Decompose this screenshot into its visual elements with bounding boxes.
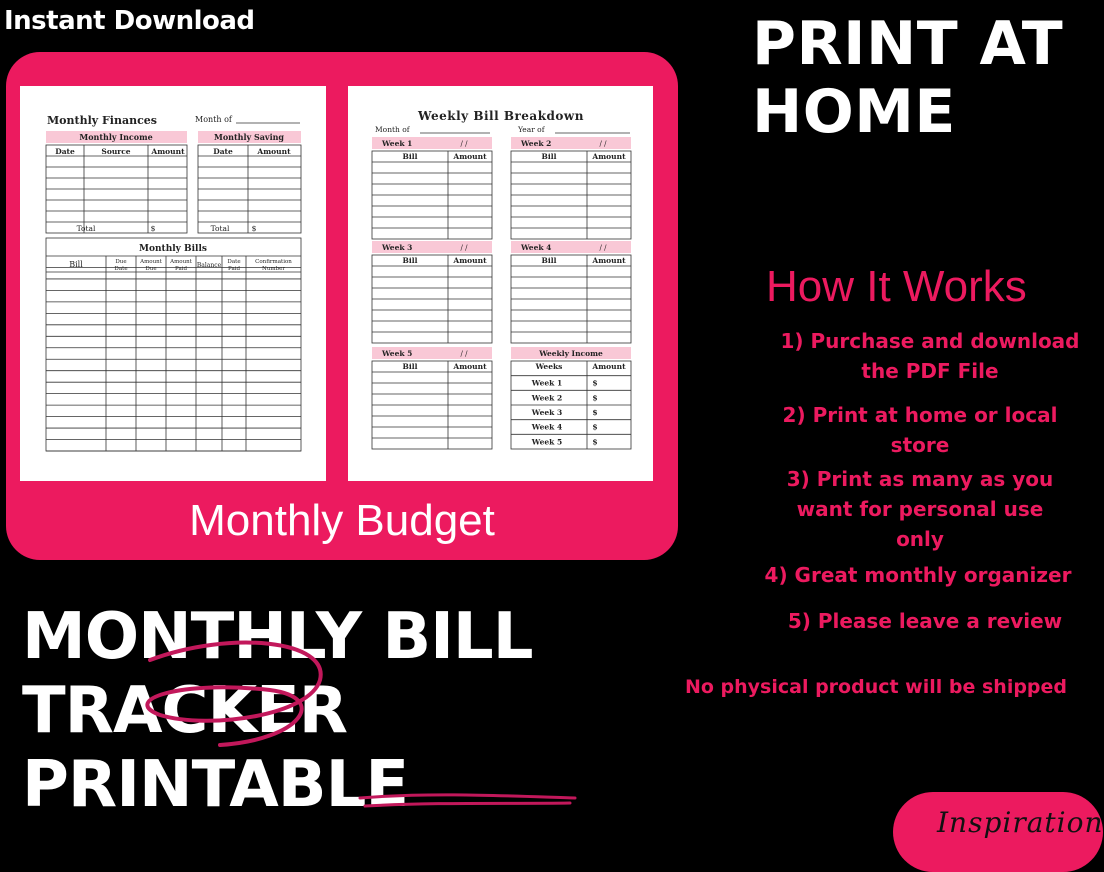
weekly-bill-drawing [348,86,653,481]
week-label: Week 1 [382,139,413,148]
saving-col: Amount [257,147,291,156]
saving-total: Total [210,224,230,233]
week-col: Bill [541,152,557,161]
bills-col: Bill [69,260,83,269]
weekly-income-week: Week 3 [531,408,563,417]
week-label: Week 4 [521,243,552,252]
panel-caption: Monthly Budget [189,496,495,545]
week-col: Bill [402,152,418,161]
bills-col: Paid [174,266,188,272]
bills-col: Amount [170,259,192,265]
income-col: Amount [151,147,185,156]
headline [22,600,532,822]
weekly-bill-sheet [348,86,653,481]
bills-col: Due [145,266,157,272]
weekly-income-col: Amount [592,362,626,371]
bills-col: Date [114,266,128,272]
weekly-income-currency: $ [592,408,598,417]
month-label: Month of [195,115,232,124]
week-date: / / [599,244,607,252]
sheet-title: Weekly Bill Breakdown [418,109,584,123]
saving-header: Monthly Saving [213,132,285,142]
weekly-income-week: Week 5 [531,437,563,447]
bills-col: Confirmation [255,259,292,265]
headline-line-2: TRACKER [22,674,348,748]
monthly-finances-drawing [20,86,326,481]
weekly-income-currency: $ [592,437,598,447]
weekly-income-week: Week 2 [531,393,563,403]
week-date: / / [460,140,468,148]
week-col: Amount [453,256,487,265]
year-label: Year of [518,125,545,134]
step-5: 5) Please leave a review [787,609,1063,633]
weekly-income-currency: $ [592,393,598,403]
weekly-income-header: Weekly Income [539,349,603,358]
bills-col: Number [262,266,285,272]
saving-col: Date [213,147,233,156]
preview-panel [6,52,678,560]
month-label: Month of [375,125,410,134]
week-date: / / [460,350,468,358]
bills-col: Balance [196,262,222,269]
weekly-income-week: Week 4 [531,422,563,432]
week-label: Week 3 [382,243,413,252]
sheet-title: Monthly Finances [47,114,157,127]
instant-download-label: Instant Download [4,6,255,36]
bills-col: Paid [227,266,241,272]
weekly-income-week: Week 1 [531,378,563,388]
weekly-income-currency: $ [592,378,598,388]
headline-line-3: PRINTABLE [22,748,409,822]
step-2: 2) Print at home or local store [782,403,1058,457]
week-col: Amount [592,152,626,161]
brand-logo: Inspiration [937,806,1104,839]
step-3: 3) Print as many as you want for personal use only [786,467,1054,551]
shipping-notice: No physical product will be shipped [684,676,1068,698]
week-label: Week 5 [382,349,413,358]
week-label: Week 2 [521,139,552,148]
step-4: 4) Great monthly organizer [764,563,1072,587]
income-col: Source [101,147,131,156]
bills-col: Due [115,259,127,265]
week-col: Amount [592,256,626,265]
monthly-finances-sheet [20,86,326,481]
income-currency: $ [150,224,156,233]
bills-header: Monthly Bills [139,244,207,254]
week-col: Amount [453,362,487,371]
weekly-income-col: Weeks [535,362,563,371]
weekly-income-currency: $ [592,422,598,432]
week-col: Amount [453,152,487,161]
print-at-home-heading: PRINT AT HOME [752,9,1064,147]
brand-badge [893,792,1103,872]
bills-col: Amount [140,259,162,265]
week-col: Bill [402,256,418,265]
income-header: Monthly Income [79,132,153,142]
bills-col: Date [227,259,241,265]
saving-currency: $ [251,224,257,233]
how-it-works-title: How It Works [766,262,1027,311]
headline-line-1: MONTHLY BILL [22,600,533,674]
income-col: Date [55,147,75,156]
income-total: Total [76,224,96,233]
week-col: Bill [541,256,557,265]
step-1: 1) Purchase and download the PDF File [780,329,1080,383]
week-date: / / [460,244,468,252]
week-date: / / [599,140,607,148]
week-col: Bill [402,362,418,371]
